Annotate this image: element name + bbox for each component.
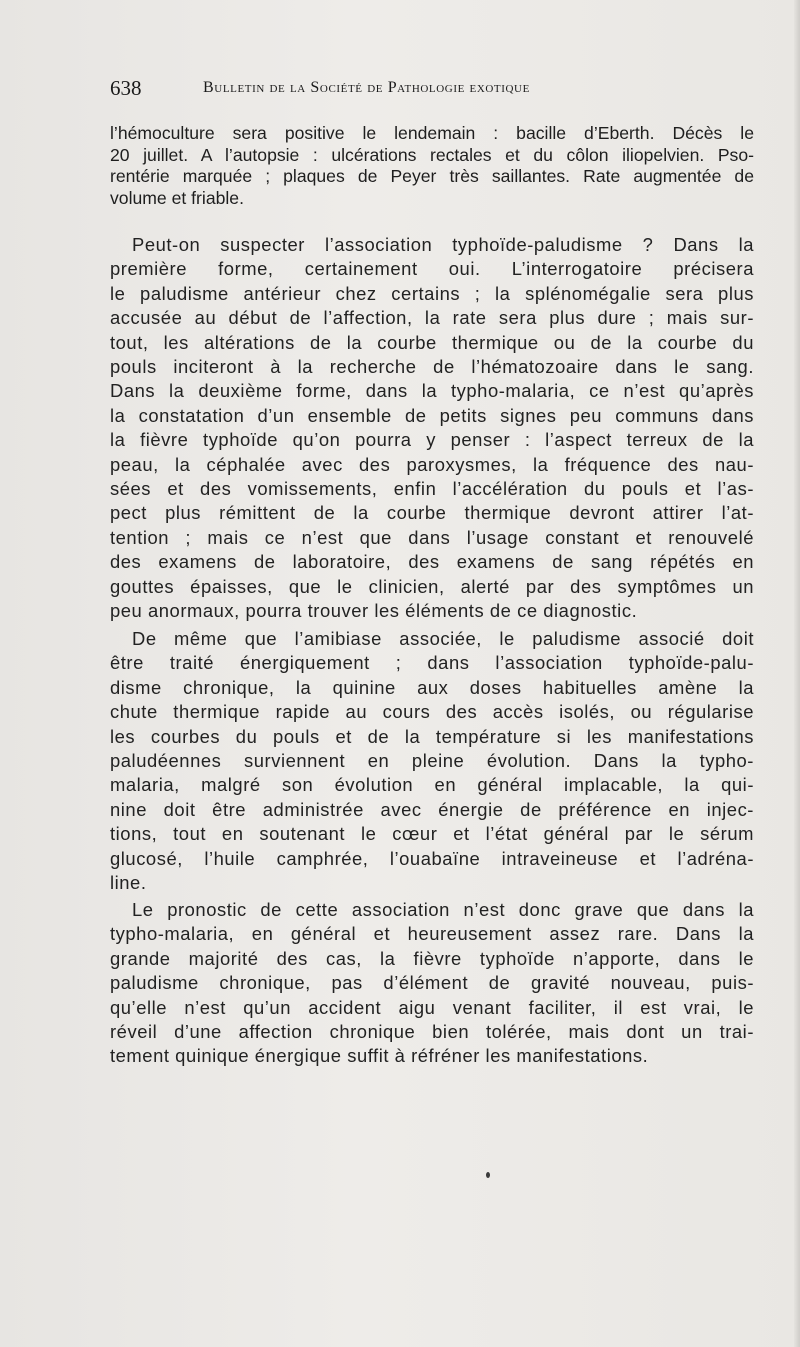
page-edge: [794, 0, 800, 1347]
text-line: tout, les altérations de la courbe thermique ou de la courbe du: [110, 331, 754, 353]
text-line: Le pronostic de cette association n’est donc grave que dans la: [132, 899, 754, 920]
text-line: rentérie marquée ; plaques de Peyer très saillantes. Rate augmentée de: [110, 166, 754, 187]
carry-over-paragraph: [110, 123, 754, 210]
text-line: la constatation d’un ensemble de petits signes peu communs dans: [110, 404, 754, 426]
text-line: la fièvre typhoïde qu’on pourra y penser : l’aspect terreux de la: [110, 429, 754, 451]
text-line: des examens de laboratoire, des examens de sang répétés en: [110, 551, 754, 573]
text-line: pouls inciteront à la recherche de l’hématozoaire dans le sang.: [110, 356, 754, 378]
text-line: qu’elle n’est qu’un accident aigu venant faciliter, il est vrai, le: [110, 996, 754, 1018]
text-line: volume et friable.: [110, 188, 244, 209]
page-number: 638: [110, 76, 142, 100]
text-line: disme chronique, la quinine aux doses habituelles amène la: [110, 676, 754, 698]
text-line: les courbes du pouls et de la température si les manifestations: [110, 725, 754, 747]
text-line: peau, la céphalée avec des paroxysmes, la fréquence des nau-: [110, 453, 754, 475]
text-line: réveil d’une affection chronique bien tolérée, mais dont un trai-: [110, 1021, 754, 1043]
text-line: typho-malaria, en général et heureusement assez rare. Dans la: [110, 923, 754, 945]
text-line: sées et des vomissements, enfin l’accélération du pouls et l’as-: [110, 478, 754, 500]
text-line: grande majorité des cas, la fièvre typhoïde n’apporte, dans le: [110, 947, 754, 969]
text-line: Dans la deuxième forme, dans la typho-malaria, ce n’est qu’après: [110, 380, 754, 402]
text-line: accusée au début de l’affection, la rate sera plus dure ; mais sur-: [110, 307, 754, 329]
text-line: chute thermique rapide au cours des accès isolés, ou régularise: [110, 701, 754, 723]
paragraph-treatment: [110, 627, 754, 895]
running-title: Bulletin de la Société de Pathologie exotique: [203, 79, 530, 96]
text-line: malaria, malgré son évolution en général implacable, la qui-: [110, 774, 754, 796]
text-line: paludisme chronique, pas d’élément de gravité nouveau, puis-: [110, 972, 754, 994]
text-line: De même que l’amibiase associée, le paludisme associé doit: [132, 628, 754, 649]
text-line: paludéennes surviennent en pleine évolution. Dans la typho-: [110, 750, 754, 772]
text-line: Peut-on suspecter l’association typhoïde-paludisme ? Dans la: [132, 234, 754, 255]
paragraph-prognosis: [110, 898, 754, 1069]
text-line: tement quinique énergique suffit à réfréner les manifestations.: [110, 1045, 649, 1067]
text-line: tention ; mais ce n’est que dans l’usage constant et renouvelé: [110, 526, 754, 548]
text-line: nine doit être administrée avec énergie de préférence en injec-: [110, 798, 754, 820]
paragraph-diagnosis: [110, 233, 754, 624]
text-line: première forme, certainement oui. L’interrogatoire précisera: [110, 258, 754, 280]
page-header: [110, 72, 755, 102]
text-line: 20 juillet. A l’autopsie : ulcérations rectales et du côlon iliopelvien. Pso-: [110, 144, 754, 165]
text-line: glucosé, l’huile camphrée, l’ouabaïne intraveineuse et l’adréna-: [110, 847, 754, 869]
text-line: le paludisme antérieur chez certains ; la splénomégalie sera plus: [110, 282, 754, 304]
text-line: pect plus rémittent de la courbe thermique devront attirer l’at-: [110, 502, 754, 524]
text-line: line.: [110, 872, 147, 894]
text-line: peu anormaux, pourra trouver les éléments de ce diagnostic.: [110, 600, 638, 622]
text-line: être traité énergiquement ; dans l’association typhoïde-palu-: [110, 652, 754, 674]
text-line: gouttes épaisses, que le clinicien, alerté par des symptômes un: [110, 575, 754, 597]
ink-speck: [486, 1172, 490, 1178]
text-line: tions, tout en soutenant le cœur et l’état général par le sérum: [110, 823, 754, 845]
text-line: l’hémoculture sera positive le lendemain : bacille d’Eberth. Décès le: [110, 123, 754, 143]
